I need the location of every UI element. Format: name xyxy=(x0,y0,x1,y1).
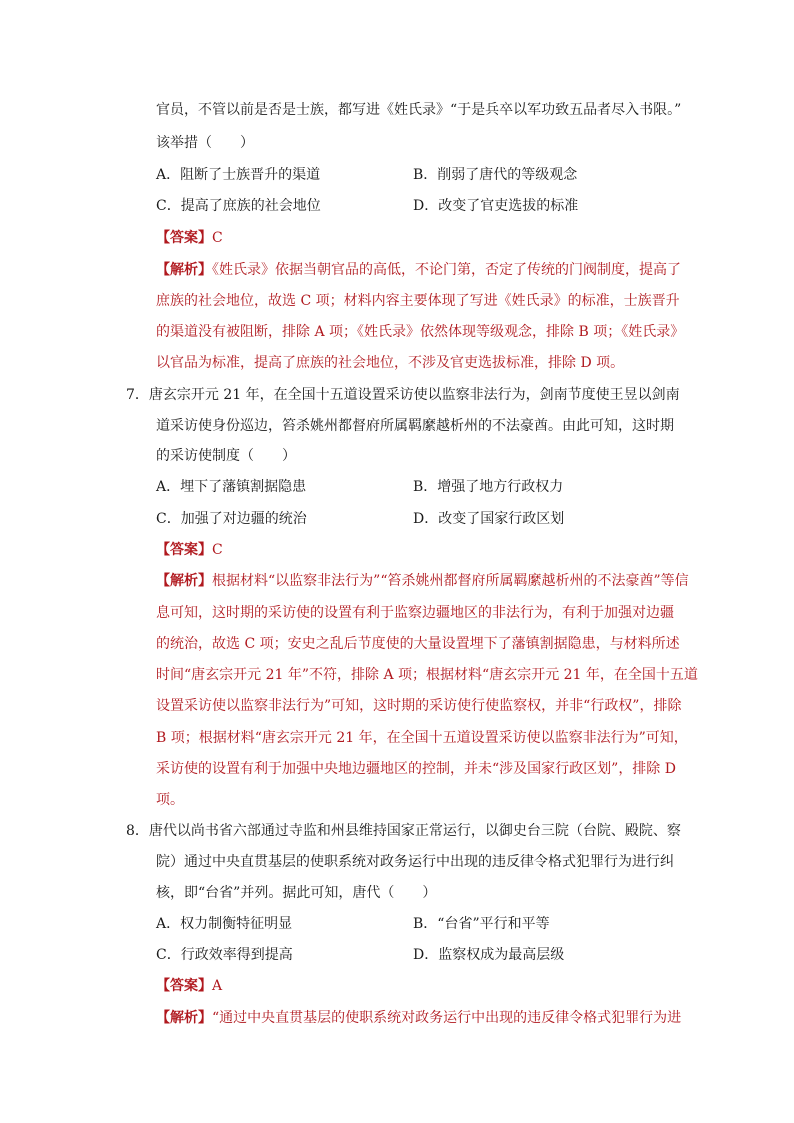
answer-value: C xyxy=(212,230,223,246)
q8-answer xyxy=(156,976,222,996)
q7-analysis-line xyxy=(156,571,689,591)
q8-analysis-line xyxy=(156,1008,681,1028)
answer-tag: 【答案】 xyxy=(156,978,212,994)
q8-option-c: C．行政效率得到提高 xyxy=(156,947,293,963)
q6-option-c: C．提高了庶族的社会地位 xyxy=(156,198,321,214)
q6-stem-line: 该举措（ ） xyxy=(156,135,254,151)
q7-stem-line: 7．唐玄宗开元 21 年，在全国十五道设置采访使以监察非法行为，剑南节度使王昱以剑南 xyxy=(126,387,680,403)
analysis-tag: 【解析】 xyxy=(156,1010,212,1026)
q7-answer xyxy=(156,540,223,560)
q6-analysis-line: 的渠道没有被阻断，排除 A 项；《姓氏录》依然体现等级观念，排除 B 项；《姓氏录》 xyxy=(156,324,685,340)
q8-option-b: B．“台省”平行和平等 xyxy=(413,916,550,932)
q6-answer xyxy=(156,228,223,248)
answer-value: C xyxy=(212,542,223,558)
q7-analysis-line: 的统治，故选 C 项；安史之乱后节度使的大量设置埋下了藩镇割据隐患，与材料所述 xyxy=(156,636,680,652)
q8-stem-line: 8．唐代以尚书省六部通过寺监和州县维持国家正常运行，以御史台三院（台院、殿院、察 xyxy=(126,823,681,839)
q7-option-a: A．埋下了藩镇割据隐患 xyxy=(156,479,307,495)
q7-analysis-line: 设置采访使以监察非法行为”可知，这时期的采访使行使监察权，并非“行政权”，排除 xyxy=(156,698,682,714)
q8-stem-line: 核，即“台省”并列。据此可知，唐代（ ） xyxy=(156,885,437,901)
q7-analysis-line: 息可知，这时期的采访使的设置有利于监察边疆地区的非法行为，有利于加强对边疆 xyxy=(156,605,674,621)
q6-analysis-line: 以官品为标准，提高了庶族的社会地位，不涉及官吏选拔标准，排除 D 项。 xyxy=(156,355,625,371)
analysis-text: 根据材料“以监察非法行为”“笞杀姚州都督府所属羁縻越析州的不法豪酋”等信 xyxy=(212,573,689,589)
q7-analysis-line: B 项；根据材料“唐玄宗开元 21 年，在全国十五道设置采访使以监察非法行为”可知， xyxy=(156,730,688,746)
q6-stem-line: 官员，不管以前是否是士族，都写进《姓氏录》“于是兵卒以军功致五品者尽入书限。” xyxy=(156,102,682,118)
analysis-tag: 【解析】 xyxy=(156,573,212,589)
q6-option-a: A．阻断了士族晋升的渠道 xyxy=(156,167,321,183)
analysis-tag: 【解析】 xyxy=(156,262,212,278)
q8-option-a: A．权力制衡特征明显 xyxy=(156,916,293,932)
q8-option-d: D．监察权成为最高层级 xyxy=(413,947,565,963)
q7-analysis-line: 时间“唐玄宗开元 21 年”不符，排除 A 项；根据材料“唐玄宗开元 21 年，在全国十五道 xyxy=(156,667,698,683)
analysis-text: “通过中央直贯基层的使职系统对政务运行中出现的违反律令格式犯罪行为进 xyxy=(212,1010,682,1026)
q7-option-c: C．加强了对边疆的统治 xyxy=(156,511,307,527)
q6-analysis-line xyxy=(156,260,681,280)
q6-analysis-line: 庶族的社会地位，故选 C 项；材料内容主要体现了写进《姓氏录》的标准，士族晋升 xyxy=(156,293,680,309)
q8-stem-line: 院）通过中央直贯基层的使职系统对政务运行中出现的违反律令格式犯罪行为进行纠 xyxy=(156,854,674,870)
analysis-text: 《姓氏录》依据当朝官品的高低，不论门第，否定了传统的门阀制度，提高了 xyxy=(212,262,681,278)
q7-option-d: D．改变了国家行政区划 xyxy=(413,511,565,527)
answer-value: A xyxy=(212,978,223,994)
answer-tag: 【答案】 xyxy=(156,230,212,246)
q6-option-d: D．改变了官吏选拔的标准 xyxy=(413,198,579,214)
q7-option-b: B．增强了地方行政权力 xyxy=(413,479,564,495)
q7-analysis-line: 项。 xyxy=(156,792,184,808)
q7-stem-line: 的采访使制度（ ） xyxy=(156,448,296,464)
q6-option-b: B．削弱了唐代的等级观念 xyxy=(413,167,578,183)
answer-tag: 【答案】 xyxy=(156,542,212,558)
q7-stem-line: 道采访使身份巡边，笞杀姚州都督府所属羁縻越析州的不法豪酋。由此可知，这时期 xyxy=(156,418,674,434)
q7-analysis-line: 采访使的设置有利于加强中央地边疆地区的控制，并未“涉及国家行政区划”，排除 D xyxy=(156,761,676,777)
